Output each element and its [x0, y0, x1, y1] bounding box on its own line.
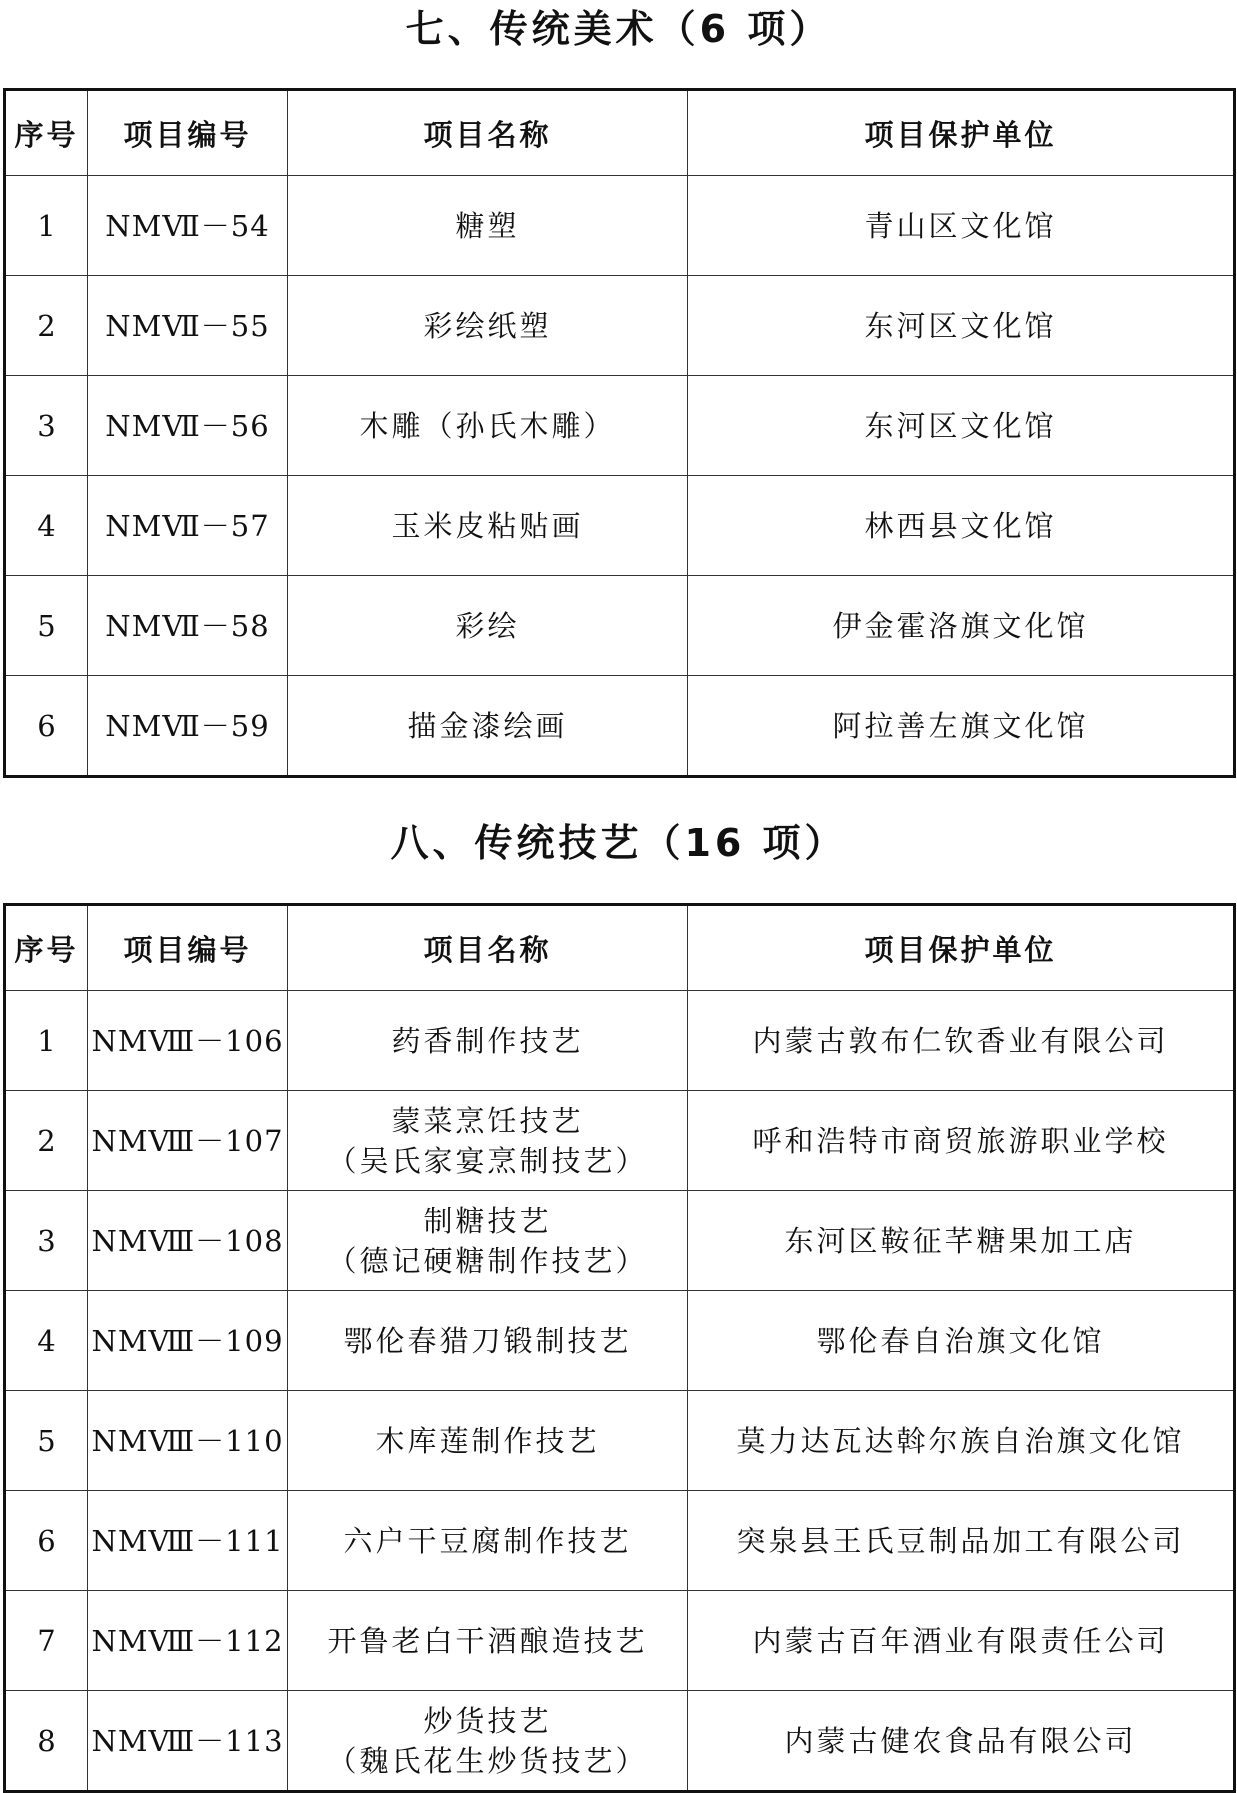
row-seq-cell: 6	[5, 676, 88, 777]
row-seq-cell: 1	[5, 176, 88, 276]
row-code-cell: NMⅧ－108	[88, 1191, 288, 1291]
row-name-line: 彩绘	[455, 608, 520, 643]
row-name-cell	[288, 176, 688, 276]
header-code: 项目编号	[88, 90, 288, 176]
row-name-cell	[288, 376, 688, 476]
row-name-cell	[288, 1691, 688, 1792]
row-code-cell: NMⅦ－58	[88, 576, 288, 676]
row-unit-cell: 东河区文化馆	[688, 276, 1235, 376]
row-name-line: 木库莲制作技艺	[375, 1423, 600, 1458]
row-seq-cell: 6	[5, 1491, 88, 1591]
row-name-line: 鄂伦春猎刀锻制技艺	[343, 1323, 632, 1358]
row-name-line: 炒货技艺	[423, 1703, 552, 1738]
table-row	[5, 676, 1235, 777]
row-name-line: 开鲁老白干酒酿造技艺	[327, 1623, 648, 1658]
row-name-cell	[288, 1291, 688, 1391]
row-seq-cell: 4	[5, 1291, 88, 1391]
row-seq-cell: 3	[5, 1191, 88, 1291]
row-code-cell: NMⅧ－111	[88, 1491, 288, 1591]
row-name-cell	[288, 991, 688, 1091]
row-name-line: 彩绘纸塑	[423, 308, 552, 343]
row-unit-cell: 青山区文化馆	[688, 176, 1235, 276]
row-code-cell: NMⅧ－106	[88, 991, 288, 1091]
row-name-line: 糖塑	[455, 208, 520, 243]
row-name-cell	[288, 476, 688, 576]
row-code-cell: NMⅦ－57	[88, 476, 288, 576]
table-row	[5, 176, 1235, 276]
row-name-line: 六户干豆腐制作技艺	[343, 1523, 632, 1558]
row-unit-cell: 鄂伦春自治旗文化馆	[688, 1291, 1235, 1391]
table-body	[5, 991, 1235, 1792]
row-name-line: 制糖技艺	[423, 1203, 552, 1238]
row-name-line: 玉米皮粘贴画	[391, 508, 584, 543]
table-row	[5, 376, 1235, 476]
table-row	[5, 476, 1235, 576]
table-row	[5, 1391, 1235, 1491]
row-unit-cell: 呼和浩特市商贸旅游职业学校	[688, 1091, 1235, 1191]
row-unit-cell: 阿拉善左旗文化馆	[688, 676, 1235, 777]
header-code: 项目编号	[88, 905, 288, 991]
row-name-line: 木雕（孙氏木雕）	[359, 408, 616, 443]
row-code-cell: NMⅦ－56	[88, 376, 288, 476]
header-seq: 序号	[5, 90, 88, 176]
row-unit-cell: 伊金霍洛旗文化馆	[688, 576, 1235, 676]
table-row	[5, 276, 1235, 376]
row-unit-cell: 突泉县王氏豆制品加工有限公司	[688, 1491, 1235, 1591]
row-name-line: （魏氏花生炒货技艺）	[327, 1743, 648, 1778]
section-title-traditional-craft: 八、传统技艺（16 项）	[390, 821, 847, 865]
section-title-traditional-art: 七、传统美术（6 项）	[405, 7, 832, 51]
table-row	[5, 991, 1235, 1091]
header-seq: 序号	[5, 905, 88, 991]
row-unit-cell: 内蒙古健农食品有限公司	[688, 1691, 1235, 1792]
table-header-row	[5, 905, 1235, 991]
row-seq-cell: 4	[5, 476, 88, 576]
row-code-cell: NMⅧ－107	[88, 1091, 288, 1191]
row-seq-cell: 8	[5, 1691, 88, 1792]
row-name-cell	[288, 1591, 688, 1691]
table-header-row	[5, 90, 1235, 176]
row-name-cell	[288, 1391, 688, 1491]
row-seq-cell: 1	[5, 991, 88, 1091]
row-code-cell: NMⅦ－59	[88, 676, 288, 777]
row-code-cell: NMⅦ－54	[88, 176, 288, 276]
row-name-cell	[288, 1491, 688, 1591]
row-unit-cell: 内蒙古百年酒业有限责任公司	[688, 1591, 1235, 1691]
row-unit-cell: 莫力达瓦达斡尔族自治旗文化馆	[688, 1391, 1235, 1491]
row-name-line: （吴氏家宴烹制技艺）	[327, 1143, 648, 1178]
table-row	[5, 1291, 1235, 1391]
row-name-cell	[288, 1091, 688, 1191]
table-row	[5, 1491, 1235, 1591]
row-name-cell	[288, 676, 688, 777]
row-seq-cell: 7	[5, 1591, 88, 1691]
row-unit-cell: 东河区鞍征芊糖果加工店	[688, 1191, 1235, 1291]
traditional-craft-table	[3, 903, 1236, 1793]
row-unit-cell: 东河区文化馆	[688, 376, 1235, 476]
row-unit-cell: 林西县文化馆	[688, 476, 1235, 576]
table-row	[5, 1191, 1235, 1291]
header-name: 项目名称	[288, 90, 688, 176]
row-seq-cell: 5	[5, 576, 88, 676]
row-code-cell: NMⅧ－112	[88, 1591, 288, 1691]
row-name-line: （德记硬糖制作技艺）	[327, 1243, 648, 1278]
header-unit: 项目保护单位	[688, 905, 1235, 991]
table-row	[5, 576, 1235, 676]
table-row	[5, 1591, 1235, 1691]
row-seq-cell: 2	[5, 276, 88, 376]
traditional-art-table	[3, 88, 1236, 778]
table-row	[5, 1091, 1235, 1191]
row-seq-cell: 3	[5, 376, 88, 476]
row-name-line: 蒙菜烹饪技艺	[391, 1103, 584, 1138]
row-name-cell	[288, 276, 688, 376]
row-name-line: 描金漆绘画	[407, 708, 568, 743]
row-code-cell: NMⅧ－109	[88, 1291, 288, 1391]
table-body	[5, 176, 1235, 777]
row-code-cell: NMⅧ－110	[88, 1391, 288, 1491]
table-row	[5, 1691, 1235, 1792]
row-name-line: 药香制作技艺	[391, 1023, 584, 1058]
header-unit: 项目保护单位	[688, 90, 1235, 176]
header-name: 项目名称	[288, 905, 688, 991]
row-seq-cell: 2	[5, 1091, 88, 1191]
row-unit-cell: 内蒙古敦布仁钦香业有限公司	[688, 991, 1235, 1091]
row-name-cell	[288, 576, 688, 676]
row-code-cell: NMⅦ－55	[88, 276, 288, 376]
row-seq-cell: 5	[5, 1391, 88, 1491]
row-name-cell	[288, 1191, 688, 1291]
row-code-cell: NMⅧ－113	[88, 1691, 288, 1792]
